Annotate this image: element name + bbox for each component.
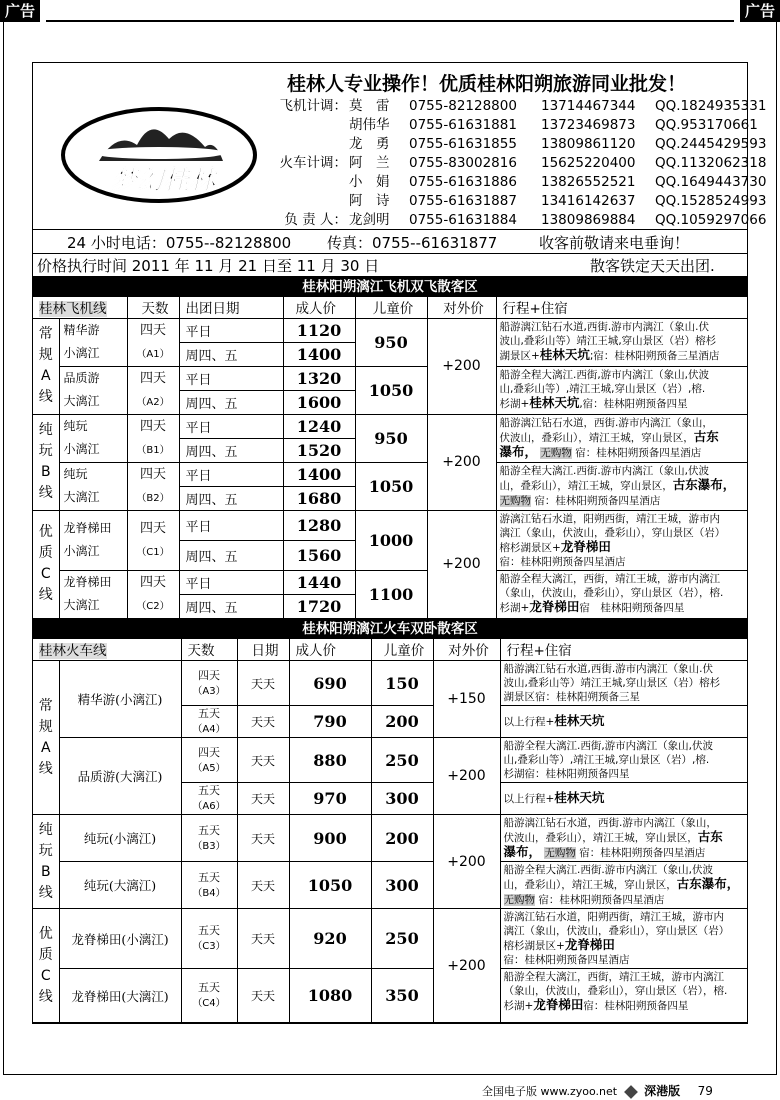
contact-mobile: 13809869884 — [541, 212, 636, 228]
contact-row — [257, 173, 767, 192]
train-route: 以上行程+桂林天坑 — [500, 783, 747, 815]
flight-days: 四天 （C1） — [127, 510, 179, 570]
train-col-ext: 对外价 — [433, 639, 500, 661]
train-adult-price: 900 — [289, 815, 371, 862]
flight-col-child: 儿童价 — [355, 297, 427, 318]
flight-child-price: 1050 — [355, 462, 427, 510]
train-adult-price: 970 — [289, 783, 371, 815]
footer-site: 全国电子版 www.zyoo.net — [482, 1085, 618, 1098]
flight-route: 船游全程大漓江.西街.游市内漓江（象山,伏波 山，叠彩山），靖江王城，穿山景区，古东瀑布， 无购物 宿：桂林阳朔预备四星酒店 — [496, 462, 747, 510]
flight-section-title: 桂林阳朔漓江飞机双飞散客区 — [33, 277, 747, 297]
contact-row — [257, 211, 767, 230]
train-child-price: 300 — [371, 862, 433, 909]
train-child-price: 250 — [371, 738, 433, 783]
train-date: 天天 — [237, 783, 289, 815]
train-days: 五天 （B4） — [181, 862, 237, 909]
flight-days: 四天 （C2） — [127, 570, 179, 618]
flight-adult-price: 1400 — [283, 342, 355, 366]
contact-list — [257, 97, 767, 230]
contact-phone: 0755-83002816 — [409, 155, 517, 171]
fax: 传真：0755--61631877 — [327, 234, 498, 252]
train-date: 天天 — [237, 969, 289, 1023]
flight-child-price: 950 — [355, 318, 427, 366]
contact-role: 飞机计调： — [279, 98, 347, 114]
train-category: 常 规 A 线 — [33, 661, 59, 815]
flight-product-name: 龙脊梯田 小漓江 — [59, 510, 127, 570]
train-adult-price: 690 — [289, 661, 371, 706]
contact-phone: 0755-82128800 — [409, 98, 517, 114]
flight-product-name: 纯玩 大漓江 — [59, 462, 127, 510]
price-period: 价格执行时间 2011 年 11 月 21 日至 11 月 30 日 — [37, 257, 380, 275]
flight-product-name: 纯玩 小漓江 — [59, 414, 127, 462]
train-product-name: 纯玩(小漓江) — [59, 815, 181, 862]
flight-route: 船游全程大漓江.西街,游市内漓江（象山,伏波 山,叠彩山等）,靖江王城,穿山景区（岩）,榕. 杉湖+桂林天坑,宿：桂林阳朔预备四星 — [496, 366, 747, 414]
contact-mobile: 13826552521 — [541, 174, 636, 190]
flight-days: 四天 （A1） — [127, 318, 179, 366]
train-adult-price: 1080 — [289, 969, 371, 1023]
train-section-title: 桂林阳朔漓江火车双卧散客区 — [33, 619, 747, 639]
train-date: 天天 — [237, 909, 289, 969]
contact-phone: 0755-61631886 — [409, 174, 517, 190]
flight-period: 周四、五 — [179, 438, 283, 462]
flight-child-price: 950 — [355, 414, 427, 462]
contact-row — [257, 154, 767, 173]
train-col-child: 儿童价 — [371, 639, 433, 661]
train-days: 五天 （A6） — [181, 783, 237, 815]
contact-name: 小 娟 — [349, 174, 390, 190]
flight-adult-price: 1720 — [283, 594, 355, 618]
footer — [482, 1082, 713, 1099]
train-date: 天天 — [237, 661, 289, 706]
flight-period: 周四、五 — [179, 540, 283, 570]
flight-adult-price: 1280 — [283, 510, 355, 540]
contact-name: 龙 勇 — [349, 136, 390, 152]
flight-col-days: 天数 — [127, 297, 179, 318]
train-col-days: 天数 — [181, 639, 237, 661]
train-external-price: +200 — [433, 909, 500, 1023]
train-route: 以上行程+桂林天坑 — [500, 706, 747, 738]
train-days: 五天 （A4） — [181, 706, 237, 738]
contact-phone: 0755-61631855 — [409, 136, 517, 152]
flight-adult-price: 1440 — [283, 570, 355, 594]
hotline-bar — [33, 230, 747, 254]
flight-category: 优 质 C 线 — [33, 510, 59, 618]
page-number: 79 — [697, 1084, 713, 1098]
flight-route: 船游漓江钻石水道,西街.游市内漓江（象山.伏 波山,叠彩山等）靖江王城,穿山景区（岩）榕杉 湖景区+桂林天坑;宿：桂林阳朔预备三星酒店 — [496, 318, 747, 366]
contact-mobile: 13714467344 — [541, 98, 636, 114]
flight-period: 平日 — [179, 366, 283, 390]
agency-header — [33, 63, 767, 230]
flight-child-price: 1050 — [355, 366, 427, 414]
flight-adult-price: 1320 — [283, 366, 355, 390]
contact-qq: QQ.1824935331 — [655, 98, 767, 114]
contact-name: 龙剑明 — [349, 212, 390, 228]
contact-phone: 0755-61631881 — [409, 117, 517, 133]
train-product-name: 纯玩(大漓江) — [59, 862, 181, 909]
flight-route: 船游漓江钻石水道，西街.游市内漓江（象山， 伏波山，叠彩山），靖江王城，穿山景区，古东 瀑布， 无购物 宿：桂林阳朔预备四星酒店 — [496, 414, 747, 462]
contact-role: 负 责 人： — [284, 212, 347, 228]
flight-external-price: +200 — [427, 414, 496, 510]
flight-product-name: 精华游 小漓江 — [59, 318, 127, 366]
train-table — [33, 639, 747, 1024]
bottom-rule — [3, 1074, 777, 1075]
slogan: 桂林人专业操作！优质桂林阳朔旅游同业批发！ — [287, 73, 687, 95]
flight-period: 平日 — [179, 462, 283, 486]
flight-days: 四天 （B1） — [127, 414, 179, 462]
train-child-price: 200 — [371, 815, 433, 862]
train-external-price: +150 — [433, 661, 500, 738]
flight-external-price: +200 — [427, 510, 496, 618]
contact-qq: QQ.1528524993 — [655, 193, 767, 209]
hotline: 24 小时电话：0755--82128800 — [67, 234, 292, 252]
flight-adult-price: 1600 — [283, 390, 355, 414]
flight-col-date: 出团日期 — [179, 297, 283, 318]
train-route: 船游漓江钻石水道，西街.游市内漓江（象山， 伏波山，叠彩山），靖江王城，穿山景区，古东 瀑布， 无购物 宿：桂林阳朔预备四星酒店 — [500, 815, 747, 862]
contact-role: 火车计调： — [279, 155, 347, 171]
advertisement — [32, 62, 767, 1024]
contact-name: 阿 兰 — [349, 155, 390, 171]
footer-edition: 深港版 — [644, 1084, 681, 1098]
flight-period: 平日 — [179, 510, 283, 540]
flight-product-name: 品质游 大漓江 — [59, 366, 127, 414]
contact-name: 莫 雷 — [349, 98, 390, 114]
train-external-price: +200 — [433, 815, 500, 909]
flight-route: 游漓江钻石水道，阳朔西街，靖江王城，游市内 漓江（象山，伏波山，叠彩山），穿山景区（岩） 榕杉湖景区+龙脊梯田 宿：桂林阳朔预备四星酒店 — [496, 510, 747, 570]
train-col-adult: 成人价 — [289, 639, 371, 661]
flight-adult-price: 1400 — [283, 462, 355, 486]
train-date: 天天 — [237, 738, 289, 783]
flight-route: 船游全程大漓江，西街，靖江王城，游市内漓江 （象山，伏波山，叠彩山），穿山景区（岩），榕. 杉湖+龙脊梯田宿 桂林阳朔预备四星 — [496, 570, 747, 618]
train-adult-price: 880 — [289, 738, 371, 783]
contact-phone: 0755-61631884 — [409, 212, 517, 228]
flight-days: 四天 （B2） — [127, 462, 179, 510]
train-days: 五天 （B3） — [181, 815, 237, 862]
contact-qq: QQ.1132062318 — [655, 155, 767, 171]
flight-adult-price: 1120 — [283, 318, 355, 342]
train-category: 纯 玩 B 线 — [33, 815, 59, 909]
train-external-price: +200 — [433, 738, 500, 815]
train-days: 五天 （C3） — [181, 909, 237, 969]
contact-row — [257, 135, 767, 154]
train-child-price: 300 — [371, 783, 433, 815]
train-route: 船游漓江钻石水道,西街.游市内漓江（象山.伏 波山,叠彩山等）靖江王城,穿山景区（岩）榕杉 湖景区宿：桂林阳朔预备三星 — [500, 661, 747, 706]
flight-period: 周四、五 — [179, 390, 283, 414]
contact-name: 阿 诗 — [349, 193, 390, 209]
flight-col-adult: 成人价 — [283, 297, 355, 318]
flight-table — [33, 297, 747, 619]
train-route: 船游全程大漓江.西街.游市内漓江（象山,伏波 山，叠彩山），靖江王城，穿山景区，古东瀑布， 无购物 宿：桂林阳朔预备四星酒店 — [500, 862, 747, 909]
train-product-name: 龙脊梯田(大漓江) — [59, 969, 181, 1023]
flight-adult-price: 1240 — [283, 414, 355, 438]
flight-child-price: 1100 — [355, 570, 427, 618]
train-product-name: 龙脊梯田(小漓江) — [59, 909, 181, 969]
flight-col-ext: 对外价 — [427, 297, 496, 318]
flight-product-name: 龙脊梯田 大漓江 — [59, 570, 127, 618]
contact-row — [257, 97, 767, 116]
flight-period: 周四、五 — [179, 594, 283, 618]
train-days: 四天 （A5） — [181, 738, 237, 783]
daily-departure: 散客铁定天天出团. — [590, 257, 715, 275]
flight-period: 周四、五 — [179, 486, 283, 510]
flight-child-price: 1000 — [355, 510, 427, 570]
train-child-price: 150 — [371, 661, 433, 706]
flight-period: 平日 — [179, 318, 283, 342]
train-product-name: 品质游(大漓江) — [59, 738, 181, 815]
train-days: 五天 （C4） — [181, 969, 237, 1023]
train-adult-price: 1050 — [289, 862, 371, 909]
train-days: 四天 （A3） — [181, 661, 237, 706]
flight-external-price: +200 — [427, 318, 496, 414]
train-route: 游漓江钻石水道，阳朔西街，靖江王城，游市内 漓江（象山，伏波山，叠彩山），穿山景区（岩） 榕杉湖景区+龙脊梯田 宿：桂林阳朔预备四星酒店 — [500, 909, 747, 969]
train-col-route: 行程+住宿 — [500, 639, 747, 661]
contact-qq: QQ.953170661 — [655, 117, 758, 133]
flight-category: 常 规 A 线 — [33, 318, 59, 414]
flight-adult-price: 1520 — [283, 438, 355, 462]
price-period-bar — [33, 254, 747, 277]
train-child-price: 250 — [371, 909, 433, 969]
train-product-name: 精华游(小漓江) — [59, 661, 181, 738]
train-col-date: 日期 — [237, 639, 289, 661]
contact-name: 胡伟华 — [349, 117, 390, 133]
train-child-price: 350 — [371, 969, 433, 1023]
contact-phone: 0755-61631887 — [409, 193, 517, 209]
contact-row — [257, 192, 767, 211]
contact-mobile: 13416142637 — [541, 193, 636, 209]
train-route: 船游全程大漓江，西街，靖江王城，游市内漓江 （象山，伏波山，叠彩山），穿山景区（岩），榕. 杉湖+龙脊梯田宿：桂林阳朔预备四星 — [500, 969, 747, 1023]
train-route: 船游全程大漓江.西街,游市内漓江（象山,伏波 山,叠彩山等）,靖江王城,穿山景区（岩）,榕. 杉湖宿：桂林阳朔预备四星 — [500, 738, 747, 783]
flight-col-line: 桂林飞机线 — [39, 301, 107, 318]
train-adult-price: 790 — [289, 706, 371, 738]
train-date: 天天 — [237, 862, 289, 909]
flight-period: 周四、五 — [179, 342, 283, 366]
train-date: 天天 — [237, 815, 289, 862]
top-bar — [0, 0, 780, 22]
train-child-price: 200 — [371, 706, 433, 738]
train-category: 优 质 C 线 — [33, 909, 59, 1023]
train-col-line: 桂林火车线 — [39, 643, 107, 660]
welcome-note: 收客前敬请来电垂询！ — [539, 234, 690, 252]
contact-row — [257, 116, 758, 135]
flight-adult-price: 1680 — [283, 486, 355, 510]
flight-col-route: 行程+住宿 — [496, 297, 747, 318]
contact-mobile: 15625220400 — [541, 155, 636, 171]
flight-category: 纯 玩 B 线 — [33, 414, 59, 510]
train-date: 天天 — [237, 706, 289, 738]
contact-qq: QQ.1059297066 — [655, 212, 767, 228]
diamond-logo-icon — [624, 1085, 638, 1099]
svg-text:梦幻桂林: 梦幻桂林 — [110, 166, 216, 196]
mountain-logo-icon — [59, 103, 259, 203]
contact-qq: QQ.1649443730 — [655, 174, 767, 190]
contact-qq: QQ.2445429593 — [655, 136, 767, 152]
flight-period: 平日 — [179, 570, 283, 594]
train-adult-price: 920 — [289, 909, 371, 969]
contact-mobile: 13809861120 — [541, 136, 636, 152]
flight-adult-price: 1560 — [283, 540, 355, 570]
ad-label-right: 广告 — [740, 0, 780, 22]
ad-label-left: 广告 — [0, 0, 40, 22]
flight-period: 平日 — [179, 414, 283, 438]
flight-days: 四天 （A2） — [127, 366, 179, 414]
contact-mobile: 13723469873 — [541, 117, 636, 133]
